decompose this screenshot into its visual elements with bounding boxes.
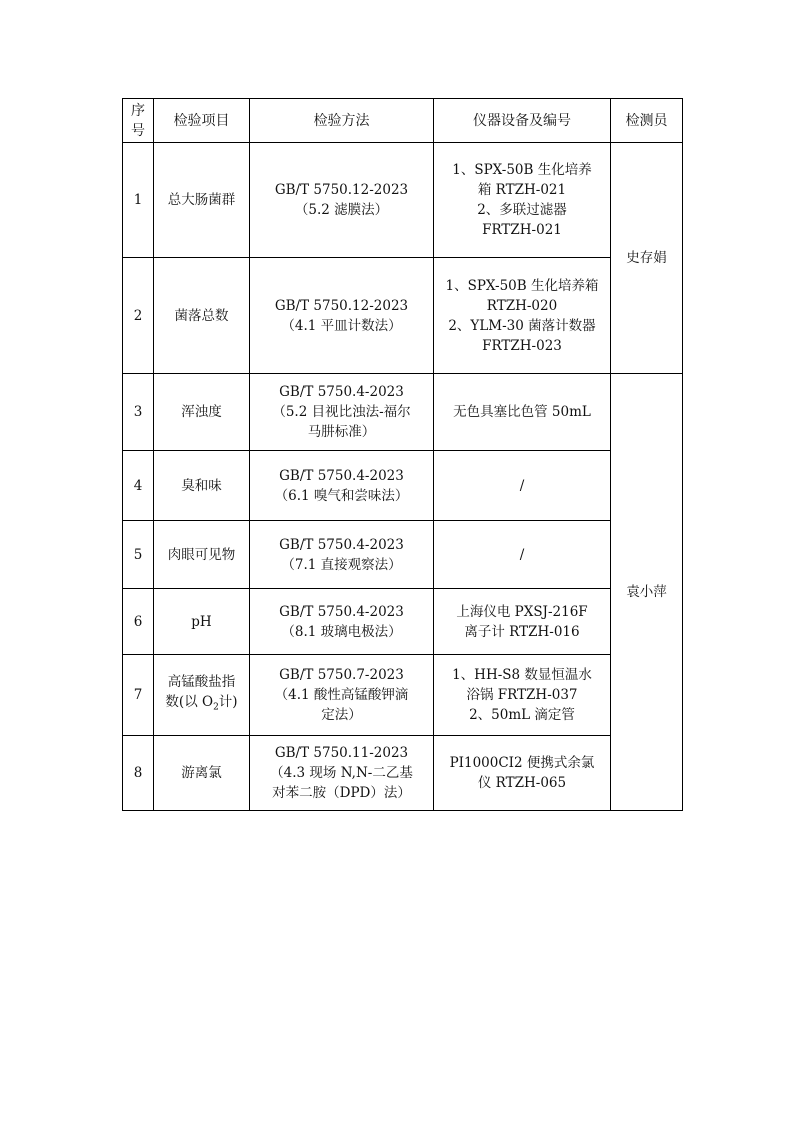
equipment-cell: 1、HH-S8 数显恒温水 浴锅 FRTZH-037 2、50mL 滴定管 bbox=[434, 655, 611, 736]
inspector-cell-2: 袁小萍 bbox=[611, 374, 683, 811]
row-number: 1 bbox=[123, 143, 154, 258]
method-cell: GB/T 5750.12-2023 （4.1 平皿计数法） bbox=[250, 258, 434, 374]
equipment-cell: 上海仪电 PXSJ-216F 离子计 RTZH-016 bbox=[434, 589, 611, 655]
inspection-table bbox=[122, 98, 683, 811]
row-number: 3 bbox=[123, 374, 154, 451]
table-row bbox=[123, 258, 683, 374]
equipment-cell: 1、SPX-50B 生化培养箱 RTZH-020 2、YLM-30 菌落计数器 FRTZH-023 bbox=[434, 258, 611, 374]
header-seq: 序 号 bbox=[123, 99, 154, 143]
row-number: 8 bbox=[123, 736, 154, 811]
item-name: 菌落总数 bbox=[154, 258, 250, 374]
item-name: 臭和味 bbox=[154, 451, 250, 521]
row-number: 6 bbox=[123, 589, 154, 655]
equipment-cell: 无色具塞比色管 50mL bbox=[434, 374, 611, 451]
equipment-cell: 1、SPX-50B 生化培养 箱 RTZH-021 2、多联过滤器 FRTZH-021 bbox=[434, 143, 611, 258]
method-cell: GB/T 5750.7-2023 （4.1 酸性高锰酸钾滴 定法） bbox=[250, 655, 434, 736]
method-cell: GB/T 5750.12-2023 （5.2 滤膜法） bbox=[250, 143, 434, 258]
header-equipment: 仪器设备及编号 bbox=[434, 99, 611, 143]
header-method: 检验方法 bbox=[250, 99, 434, 143]
table-row bbox=[123, 143, 683, 258]
method-cell: GB/T 5750.4-2023 （8.1 玻璃电极法） bbox=[250, 589, 434, 655]
item-name: 浑浊度 bbox=[154, 374, 250, 451]
method-cell: GB/T 5750.4-2023 （6.1 嗅气和尝味法） bbox=[250, 451, 434, 521]
item-name: 总大肠菌群 bbox=[154, 143, 250, 258]
header-inspector: 检测员 bbox=[611, 99, 683, 143]
header-item: 检验项目 bbox=[154, 99, 250, 143]
row-number: 2 bbox=[123, 258, 154, 374]
row-number: 4 bbox=[123, 451, 154, 521]
method-cell: GB/T 5750.11-2023 （4.3 现场 N,N-二乙基 对苯二胺（DPD）法） bbox=[250, 736, 434, 811]
table-header-row bbox=[123, 99, 683, 143]
table-row bbox=[123, 451, 683, 521]
table-row bbox=[123, 655, 683, 736]
row-number: 7 bbox=[123, 655, 154, 736]
table-row bbox=[123, 589, 683, 655]
equipment-cell: / bbox=[434, 451, 611, 521]
equipment-cell: PI1000CI2 便携式余氯 仪 RTZH-065 bbox=[434, 736, 611, 811]
equipment-cell: / bbox=[434, 521, 611, 589]
item-name: 游离氯 bbox=[154, 736, 250, 811]
item-name: 肉眼可见物 bbox=[154, 521, 250, 589]
inspector-cell-1: 史存娟 bbox=[611, 143, 683, 374]
item-name: 高锰酸盐指 数(以 $O_2$计) bbox=[154, 655, 250, 736]
item-name: pH bbox=[154, 589, 250, 655]
method-cell: GB/T 5750.4-2023 （7.1 直接观察法） bbox=[250, 521, 434, 589]
table-row bbox=[123, 736, 683, 811]
method-cell: GB/T 5750.4-2023 （5.2 目视比浊法-福尔 马肼标准） bbox=[250, 374, 434, 451]
table-row bbox=[123, 374, 683, 451]
table-row bbox=[123, 521, 683, 589]
row-number: 5 bbox=[123, 521, 154, 589]
